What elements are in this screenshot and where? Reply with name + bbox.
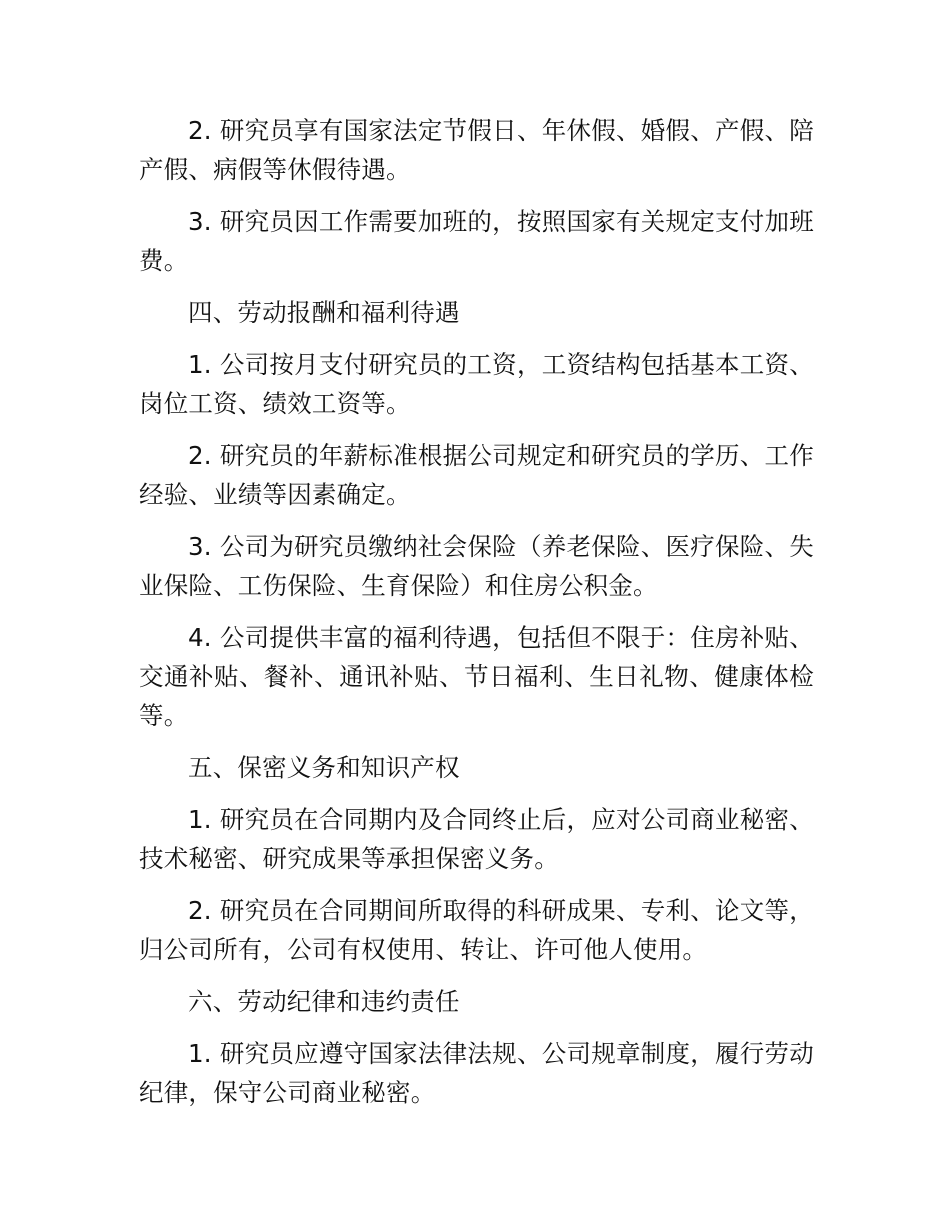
section-heading: 五、保密义务和知识产权 bbox=[188, 753, 460, 782]
clause-paragraph: 1. 研究员应遵守国家法律法规、公司规章制度，履行劳动纪律，保守公司商业秘密。 bbox=[139, 1039, 814, 1107]
clause-paragraph: 2. 研究员在合同期间所取得的科研成果、专利、论文等，归公司所有，公司有权使用、转让、许可他人使用。 bbox=[139, 896, 814, 964]
clause-paragraph: 4. 公司提供丰富的福利待遇，包括但不限于：住房补贴、交通补贴、餐补、通讯补贴、节日福利、生日礼物、健康体检等。 bbox=[139, 623, 814, 730]
section-heading: 四、劳动报酬和福利待遇 bbox=[188, 298, 460, 327]
clause-paragraph: 1. 研究员在合同期内及合同终止后，应对公司商业秘密、技术秘密、研究成果等承担保密义务。 bbox=[139, 805, 814, 873]
clause-paragraph: 2. 研究员享有国家法定节假日、年休假、婚假、产假、陪产假、病假等休假待遇。 bbox=[139, 116, 814, 184]
clause-paragraph: 3. 研究员因工作需要加班的，按照国家有关规定支付加班费。 bbox=[139, 207, 814, 275]
clause-paragraph: 2. 研究员的年薪标准根据公司规定和研究员的学历、工作经验、业绩等因素确定。 bbox=[139, 441, 814, 509]
clause-paragraph: 3. 公司为研究员缴纳社会保险（养老保险、医疗保险、失业保险、工伤保险、生育保险）和住房公积金。 bbox=[139, 532, 814, 600]
document-body bbox=[139, 111, 814, 1125]
clause-paragraph: 1. 公司按月支付研究员的工资，工资结构包括基本工资、岗位工资、绩效工资等。 bbox=[139, 350, 814, 418]
section-heading: 六、劳动纪律和违约责任 bbox=[188, 987, 460, 1016]
